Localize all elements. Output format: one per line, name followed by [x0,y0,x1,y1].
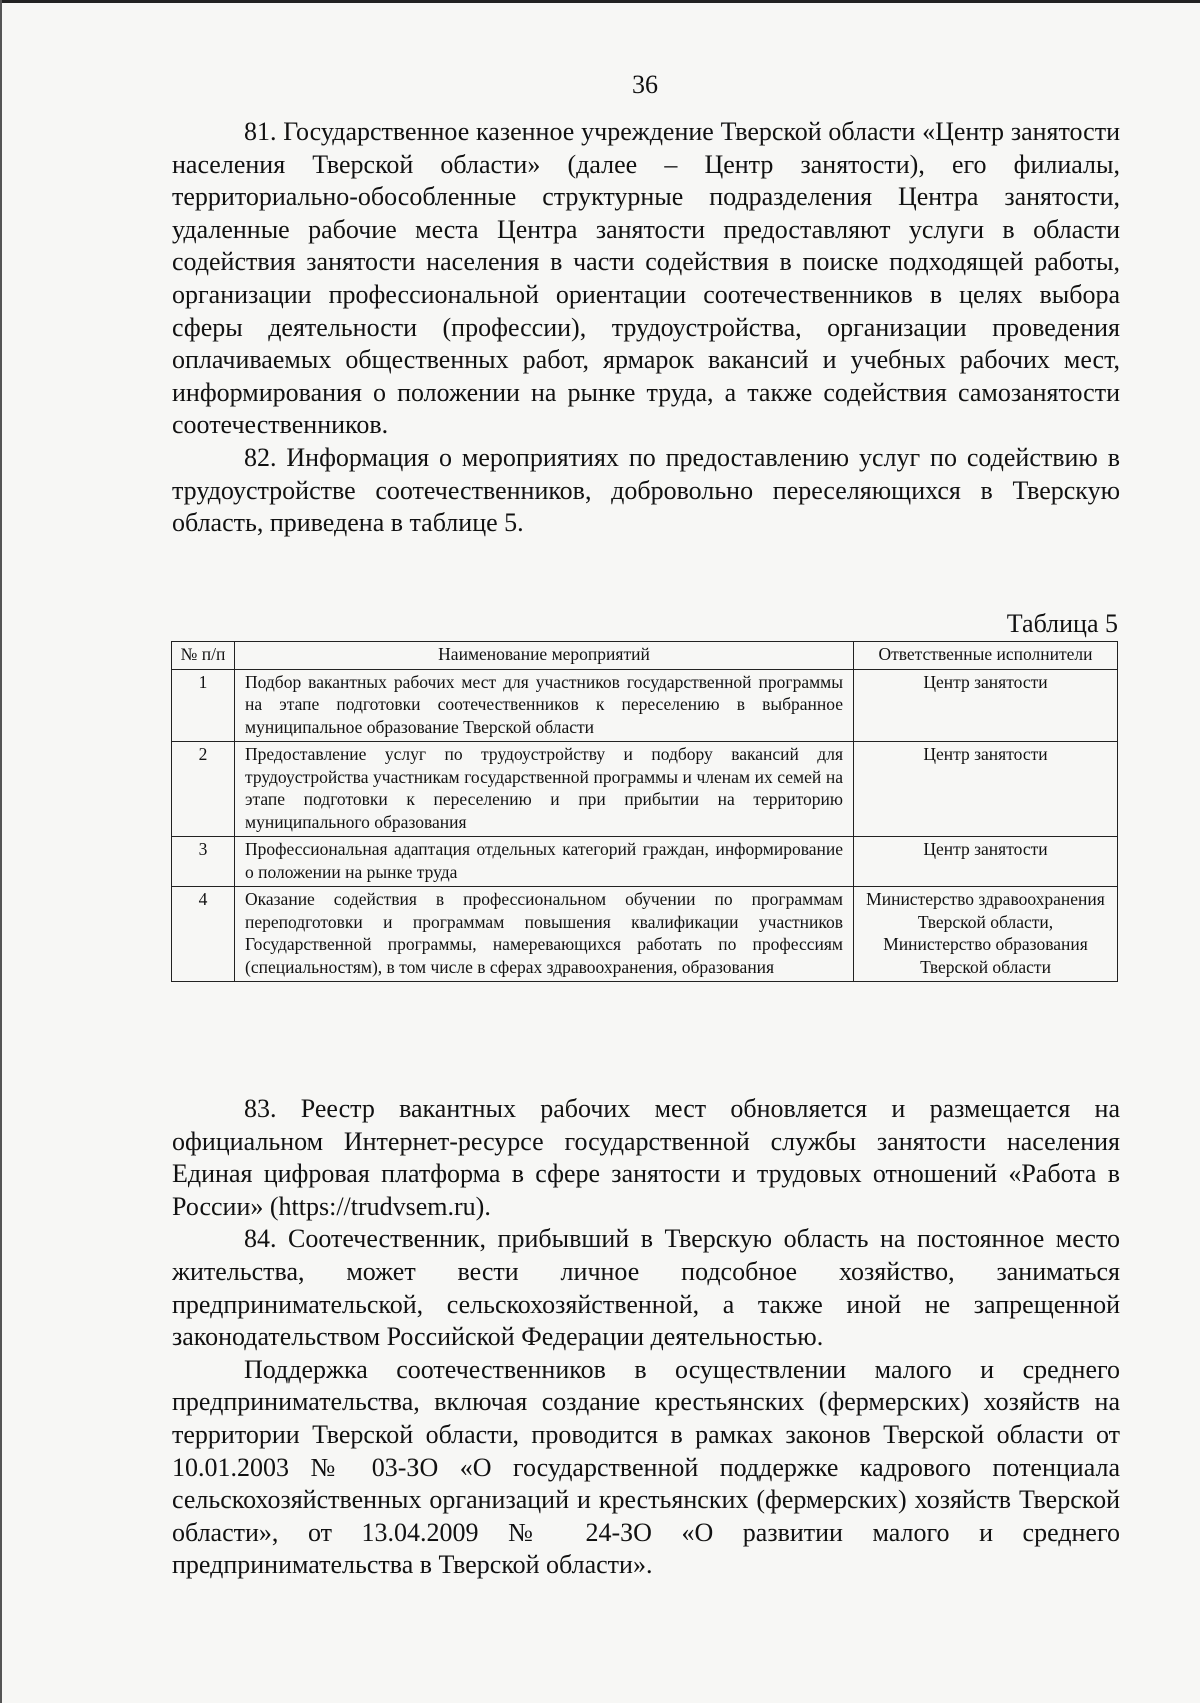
page-number: 36 [632,70,658,99]
row-number: 1 [172,669,235,742]
paragraph-support: Поддержка соотечественников в осуществлении малого и среднего предпринимательства, включая создание крестьянских (фермерских) хозяйств на территории Тверской области, проводится в рамках законов Тверской области от 10.01.2003 № 03-ЗО «О государственной поддержке кадрового потенциала сельскохозяйственных организаций и крестьянских (фермерских) хозяйств Тверской области», от 13.04.2009 № 24-ЗО «О развитии малого и среднего предпринимательства в Тверской области». [172,1354,1120,1580]
row-number: 3 [172,837,235,887]
row-number: 2 [172,742,235,837]
row-responsible: Центр занятости [854,669,1118,742]
table-row [172,742,1118,837]
row-responsible: Центр занятости [854,742,1118,837]
table-header-row [172,642,1118,670]
body-text-upper [172,116,1120,540]
paragraph-83: 83. Реестр вакантных рабочих мест обновляется и размещается на официальном Интернет-ресурсе государственной службы занятости населения Единая цифровая платформа в сфере занятости и трудовых отношений «Работа в России» (https://trudvsem.ru). [172,1094,1120,1221]
table-row [172,837,1118,887]
paragraph-82: 82. Информация о мероприятиях по предоставлению услуг по содействию в трудоустройстве соотечественников, добровольно переселяющихся в Тверскую область, приведена в таблице 5. [172,442,1120,538]
scan-border-top [0,0,1200,3]
header-number: № п/п [172,642,235,670]
row-measure-name: Профессиональная адаптация отдельных категорий граждан, информирование о положении на рынке труда [235,837,854,887]
table-row [172,669,1118,742]
body-text-lower [172,1093,1120,1582]
row-number: 4 [172,887,235,982]
header-measure-name: Наименование мероприятий [235,642,854,670]
scan-border-left [0,0,2,1703]
row-responsible: Центр занятости [854,837,1118,887]
row-measure-name: Оказание содействия в профессиональном обучении по программам переподготовки и программам повышения квалификации участников Государственной программы, намеревающихся работать по профессиям (специальностям), в том числе в сферах здравоохранения, образования [235,887,854,982]
table-caption: Таблица 5 [1006,609,1118,638]
paragraph-84: 84. Соотечественник, прибывший в Тверскую область на постоянное место жительства, может вести личное подсобное хозяйство, заниматься предпринимательской, сельскохозяйственной, а также иной не запрещенной законодательством Российской Федерации деятельностью. [172,1224,1120,1352]
row-responsible: Министерство здравоохранения Тверской области, Министерство образования Тверской области [854,887,1118,982]
table-row [172,887,1118,982]
row-measure-name: Подбор вакантных рабочих мест для участников государственной программы на этапе подготовки соотечественников к переселению в выбранное муниципальное образование Тверской области [235,669,854,742]
measures-table [171,641,1118,982]
row-measure-name: Предоставление услуг по трудоустройству и подбору вакансий для трудоустройства участникам государственной программы и членам их семей на этапе подготовки к переселению и при прибытии на территорию муниципального образования [235,742,854,837]
header-responsible: Ответственные исполнители [854,642,1118,670]
paragraph-81: 81. Государственное казенное учреждение Тверской области «Центр занятости населения Тверской области» (далее – Центр занятости), его филиалы, территориально-обособленные структурные подразделения Центра занятости, удаленные рабочие места Центра занятости предоставляют услуги в области содействия занятости населения в части содействия в поиске подходящей работы, организации профессиональной ориентации соотечественников в целях выбора сферы деятельности (профессии), трудоустройства, организации проведения оплачиваемых общественных работ, ярмарок вакансий и учебных рабочих мест, информирования о положении на рынке труда, а также содействия самозанятости соотечественников. [172,117,1120,440]
